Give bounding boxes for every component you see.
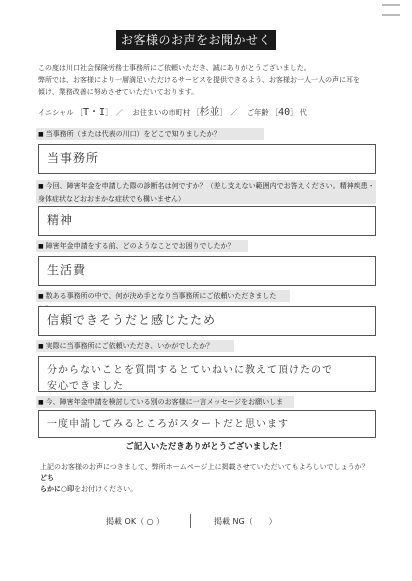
question-6: ■ 今、障害年金申請を検討している別のお客様に一言メッセージをお願いしま (36, 396, 294, 408)
thanks-message: ご記入いただきありがとうございました！ (125, 442, 287, 452)
page-title: お客様のお声をお聞かせください (116, 30, 276, 50)
intro-line: この度は川口社会保険労務士事務所にご依頼いただき、誠にありがとうございました。 (38, 64, 311, 72)
publish-ok-option[interactable]: 掲載 OK（ ○ ） (106, 517, 165, 526)
answer-box-2[interactable] (38, 206, 376, 236)
consent-line: をお付けください。 (74, 485, 138, 493)
answer-2: 精神 (47, 213, 74, 227)
answer-5-line2: 安心できました (47, 381, 124, 392)
initial-label: イニシャル (38, 108, 74, 117)
question-1: ■ 当事務所（または代表の川口）をどこで知りましたか？ (36, 128, 264, 140)
age-value: 40 (278, 107, 291, 118)
consent-emphasis: らかに○印 (40, 485, 75, 493)
answer-5: 分からないことを質問するとていねいに教えて頂けたので (47, 365, 333, 376)
publish-ng-option[interactable]: 掲載 NG（ ） (214, 517, 277, 526)
intro-line: 傾け、業務改善に努めさせていただいております。 (38, 88, 199, 96)
question-5: ■ 実際に当事務所にご依頼いただき、いかがでしたか？ (36, 340, 234, 352)
answer-box-5[interactable] (38, 356, 376, 392)
divider (190, 514, 191, 528)
respondent-info: イニシャル ［T・I］ ／ お住まいの市町村 ［杉並］ ／ ご年齢 ［40］ 代 (38, 107, 307, 118)
answer-box-1[interactable] (38, 144, 376, 174)
answer-box-6[interactable] (38, 410, 376, 438)
corner-mark (382, 4, 400, 16)
intro-line: 弊所では、お客様により一層満足いただけるサービスを提供できるよう、お客様お一人一人の声に耳を (38, 76, 360, 84)
consent-emphasis: どち (40, 474, 54, 482)
residence-label: お住まいの市町村 (132, 108, 191, 117)
age-suffix: 代 (299, 108, 307, 117)
question-4: ■ 数ある事務所の中で、何が決め手となり当事務所にご依頼いただきました (36, 290, 290, 302)
answer-box-4[interactable] (38, 306, 376, 336)
age-label: ご年齢 (246, 108, 269, 117)
consent-line: 上記のお客様のお声につきまして、弊所ホームページ上に掲載させていただいてもよろしいでしょうか？ (40, 463, 369, 471)
answer-1: 当事務所 (47, 151, 100, 165)
question-2: ■ 今回、障害年金を申請した際の診断名は何ですか？（差し支えない範囲内でお答えください。精神疾患・身体症状などおおまかな症状でも構いません） (36, 180, 376, 204)
initial-value: T・I (83, 107, 106, 118)
answer-box-3[interactable] (38, 256, 376, 286)
residence-value: 杉並 (199, 107, 220, 118)
answer-3: 生活費 (47, 263, 87, 277)
consent-text (40, 462, 375, 495)
answer-6: 一度申請してみるところがスタートだと思います (47, 419, 289, 430)
question-3: ■ 障害年金申請をする前、どのようなことでお困りでしたか？ (36, 240, 248, 252)
answer-4: 信頼できそうだと感じたため (47, 313, 217, 327)
intro-text (38, 62, 378, 98)
